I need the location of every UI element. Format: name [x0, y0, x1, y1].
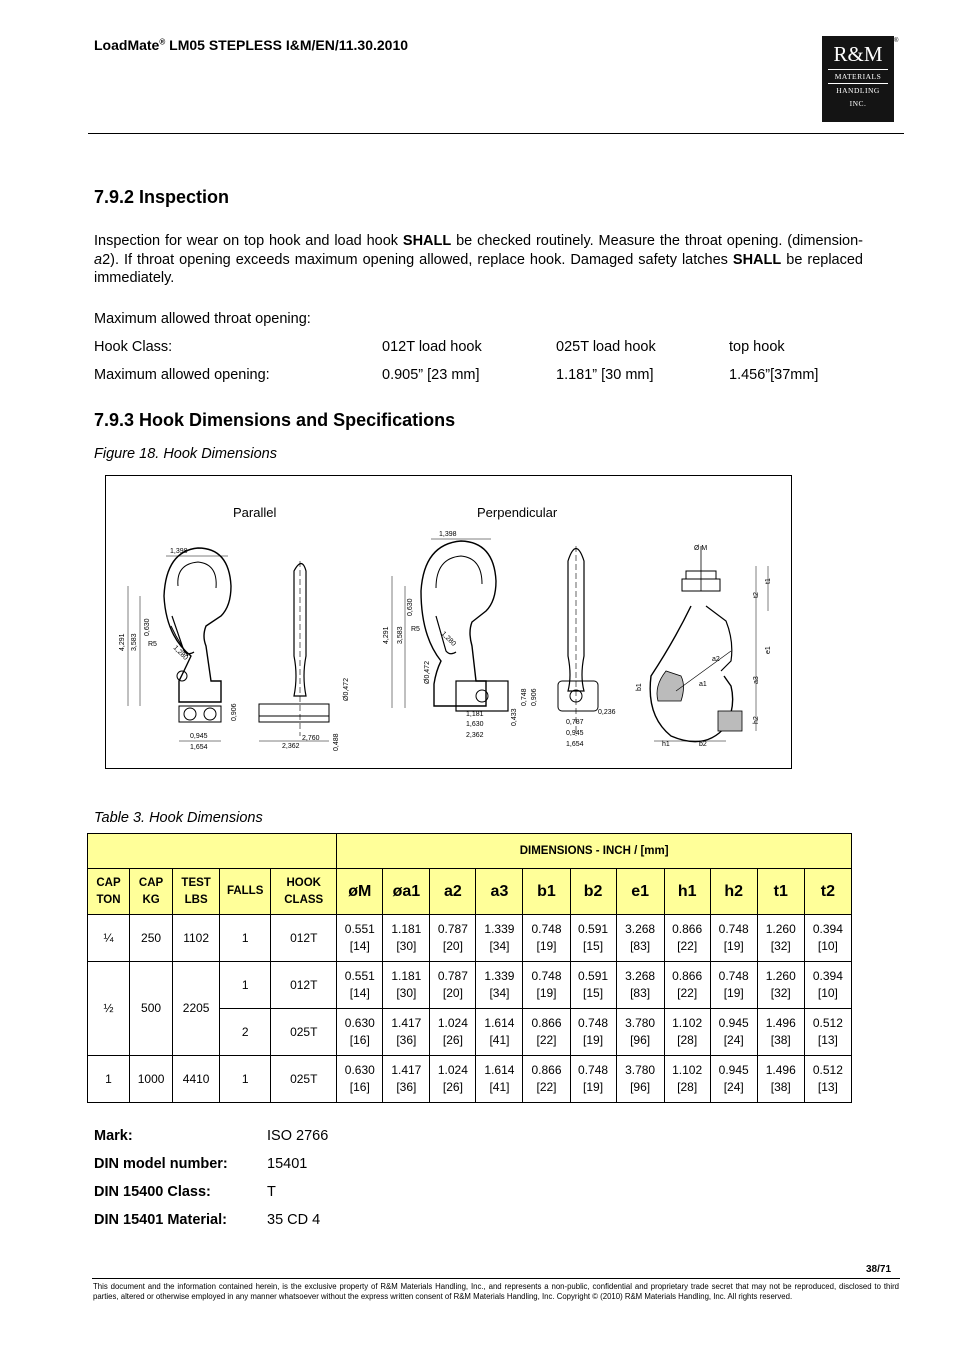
dim-label: 0,945: [190, 733, 208, 740]
hook-class-012t: 012T load hook: [382, 339, 482, 355]
dimension-inch: 0.748: [531, 922, 562, 936]
dimension-inch: 0.945: [718, 1063, 749, 1077]
dimension-mm: [38]: [770, 1080, 791, 1094]
cell-dimension-e1: [616, 962, 664, 1009]
col-header-hook-class: HOOK CLASS: [271, 869, 337, 915]
dimension-inch: 0.748: [531, 969, 562, 983]
col-header-e1: e1: [616, 869, 664, 915]
col-header-h1: h1: [664, 869, 710, 915]
dimension-mm: [41]: [489, 1033, 510, 1047]
col-header-cap-kg: CAP KG: [130, 869, 173, 915]
cell-dimension-om: [337, 915, 383, 962]
dimension-inch: 0.748: [718, 969, 749, 983]
dimension-mm: [14]: [349, 986, 370, 1000]
dim-label: R5: [148, 641, 157, 648]
dim-label: 0,906: [531, 688, 538, 706]
cell-falls: 1: [220, 1056, 271, 1103]
col-header-test-lbs: TEST LBS: [173, 869, 220, 915]
cell-dimension-h2: [710, 1056, 757, 1103]
para-emphasis: SHALL: [732, 251, 782, 268]
dimension-inch: 0.512: [812, 1016, 843, 1030]
max-opening-top: 1.456”[37mm]: [729, 367, 819, 383]
dimension-mm: [14]: [349, 939, 370, 953]
col-header-falls: FALLS: [220, 869, 271, 915]
dimension-mm: [19]: [536, 939, 557, 953]
dim-label: 0,787: [566, 719, 584, 726]
col-header-a3: a3: [476, 869, 523, 915]
cell-cap-ton: ¼: [88, 915, 130, 962]
spec-label-mark: Mark:: [94, 1128, 133, 1144]
table-body: [88, 915, 852, 1103]
perpendicular-hook-drawing: [383, 531, 616, 748]
dimension-mm: [20]: [442, 986, 463, 1000]
hook-class-025t: 025T load hook: [556, 339, 656, 355]
dim-label: 2,760: [302, 735, 320, 742]
header-divider: [88, 133, 904, 134]
dimension-mm: [83]: [630, 986, 651, 1000]
dimension-mm: [19]: [723, 939, 744, 953]
col-header-t1: t1: [757, 869, 804, 915]
cell-dimension-a2: [430, 1056, 476, 1103]
col-header-cap-ton: CAP TON: [88, 869, 130, 915]
dimension-inch: 1.339: [484, 969, 515, 983]
dimension-inch: 1.024: [437, 1016, 468, 1030]
page-number: 38/71: [866, 1264, 892, 1275]
para-text: Inspection for wear on top hook and load hook: [94, 233, 403, 249]
inspection-paragraph: [94, 232, 863, 288]
dimension-inch: 1.614: [484, 1063, 515, 1077]
cell-dimension-a2: [430, 1009, 476, 1056]
dimension-inch: 0.394: [812, 969, 843, 983]
table-row: [88, 1056, 852, 1103]
para-text: be replaced immediately.: [94, 251, 863, 286]
cell-test-lbs: 2205: [173, 962, 220, 1056]
dimensions-group-header: DIMENSIONS - INCH / [mm]: [337, 834, 852, 869]
company-logo: [822, 36, 894, 122]
dimension-mm: [96]: [630, 1033, 651, 1047]
cell-cap-kg: 1000: [130, 1056, 173, 1103]
dim-label: 0,236: [598, 709, 616, 716]
dimension-mm: [19]: [536, 986, 557, 1000]
dimension-inch: 1.181: [391, 922, 422, 936]
dim-label: a1: [699, 681, 707, 688]
spec-label-din-model: DIN model number:: [94, 1156, 228, 1172]
dim-label: 0,630: [407, 598, 414, 616]
dim-label: h1: [662, 741, 670, 748]
dimension-mm: [32]: [770, 939, 791, 953]
cell-dimension-h2: [710, 1009, 757, 1056]
cell-dimension-b2: [570, 1009, 616, 1056]
dimension-mm: [26]: [442, 1080, 463, 1094]
dimension-inch: 0.551: [344, 922, 375, 936]
dimension-mm: [10]: [817, 939, 838, 953]
dim-label: 3,583: [131, 633, 138, 651]
spec-label-din-material: DIN 15401 Material:: [94, 1212, 227, 1228]
para-text: be checked routinely. Measure the throat opening. (dimension-: [451, 233, 863, 249]
cell-dimension-a3: [476, 1009, 523, 1056]
dimension-mm: [38]: [770, 1033, 791, 1047]
cell-dimension-b1: [523, 1056, 570, 1103]
dimension-mm: [36]: [396, 1080, 417, 1094]
dimension-inch: 0.591: [578, 969, 609, 983]
registered-mark: ®: [159, 37, 166, 47]
dimension-inch: 1.417: [391, 1016, 422, 1030]
dimension-mm: [16]: [349, 1033, 370, 1047]
cell-hook-class: 025T: [271, 1009, 337, 1056]
dim-label: h2: [753, 716, 760, 724]
dimension-inch: 0.945: [718, 1016, 749, 1030]
dimension-mm: [96]: [630, 1080, 651, 1094]
dim-label: e1: [765, 646, 772, 654]
cell-dimension-h2: [710, 915, 757, 962]
cell-dimension-h1: [664, 962, 710, 1009]
cell-dimension-a3: [476, 915, 523, 962]
dimension-mm: [22]: [677, 986, 698, 1000]
spec-value-din-class: T: [267, 1184, 276, 1200]
cell-dimension-h2: [710, 962, 757, 1009]
dimension-inch: 1.102: [672, 1016, 703, 1030]
cell-dimension-a3: [476, 1056, 523, 1103]
hook-dimensions-heading: 7.9.3 Hook Dimensions and Specifications: [94, 410, 456, 430]
dimension-mm: [19]: [583, 1080, 604, 1094]
cell-hook-class: 025T: [271, 1056, 337, 1103]
cell-dimension-a3: [476, 962, 523, 1009]
dim-label: 2,362: [466, 732, 484, 739]
dimension-inch: 1.496: [765, 1016, 796, 1030]
confidentiality-notice: This document and the information contained herein, is the exclusive property of R&M Materials Handling, Inc., and represents a non-public, confidential and proprietary trade secret that may not be reproduced, disclosed to third parties, altered or otherwise employed in any manner whatsoever without the express written consent of R&M Materials Handling, Inc. Copyright © (2010) R&M Materials Handling, Inc. All rights reserved.: [93, 1282, 899, 1301]
dimension-inch: 0.551: [344, 969, 375, 983]
dim-label: 2,362: [282, 743, 300, 750]
dim-label: 0,433: [511, 708, 518, 726]
cell-cap-kg: 500: [130, 962, 173, 1056]
dimension-inch: 1.260: [765, 969, 796, 983]
dim-label: 0,748: [521, 688, 528, 706]
cell-hook-class: 012T: [271, 915, 337, 962]
dimension-mm: [13]: [817, 1033, 838, 1047]
title-brand: LoadMate: [94, 37, 160, 53]
dimension-mm: [41]: [489, 1080, 510, 1094]
cell-dimension-h1: [664, 1056, 710, 1103]
logo-registered-mark: ®: [894, 38, 899, 44]
cell-dimension-t1: [757, 1009, 804, 1056]
cell-dimension-oa1: [383, 1009, 430, 1056]
dimension-inch: 0.630: [344, 1016, 375, 1030]
dimension-mm: [16]: [349, 1080, 370, 1094]
dimension-inch: 1.417: [391, 1063, 422, 1077]
cell-falls: 2: [220, 1009, 271, 1056]
col-header-b2: b2: [570, 869, 616, 915]
dim-label: 3,583: [397, 626, 404, 644]
table-corner-cell: [88, 834, 337, 869]
dimension-inch: 0.866: [531, 1063, 562, 1077]
dimension-mm: [19]: [723, 986, 744, 1000]
cell-hook-class: 012T: [271, 962, 337, 1009]
dim-label: 4,291: [119, 633, 126, 651]
document-title: [94, 37, 408, 53]
dimension-inch: 0.394: [812, 922, 843, 936]
cell-dimension-t1: [757, 915, 804, 962]
cell-dimension-b1: [523, 962, 570, 1009]
dim-label: 1,280: [439, 630, 457, 648]
dimension-inch: 1.024: [437, 1063, 468, 1077]
cell-dimension-e1: [616, 915, 664, 962]
spec-value-din-material: 35 CD 4: [267, 1212, 321, 1228]
dimension-mm: [19]: [583, 1033, 604, 1047]
dimension-inch: 0.630: [344, 1063, 375, 1077]
dim-label: 0,630: [144, 618, 151, 636]
dim-label: 1,280: [171, 644, 189, 662]
dimension-inch: 3.780: [625, 1016, 656, 1030]
cell-falls: 1: [220, 962, 271, 1009]
dim-label: 1,654: [566, 741, 584, 748]
cell-dimension-t2: [804, 915, 851, 962]
cell-dimension-b2: [570, 1056, 616, 1103]
para-text: 2). If throat opening exceeds maximum opening allowed, replace hook. Damaged safety latches: [102, 251, 733, 268]
dimension-mm: [22]: [536, 1080, 557, 1094]
table-row: [88, 915, 852, 962]
figure-caption: Figure 18. Hook Dimensions: [94, 446, 277, 462]
dimension-inch: 1.339: [484, 922, 515, 936]
cell-dimension-h1: [664, 915, 710, 962]
cell-cap-ton: 1: [88, 1056, 130, 1103]
cell-dimension-b2: [570, 962, 616, 1009]
cell-dimension-e1: [616, 1056, 664, 1103]
dim-label: 4,291: [383, 626, 390, 644]
dim-label: t2: [753, 592, 760, 598]
max-opening-025t: 1.181” [30 mm]: [556, 367, 654, 383]
dimension-mm: [30]: [396, 939, 417, 953]
cell-cap-ton: ½: [88, 962, 130, 1056]
cell-dimension-b1: [523, 915, 570, 962]
hook-dimensions-figure: [105, 475, 792, 769]
dimension-mm: [22]: [536, 1033, 557, 1047]
cell-test-lbs: 1102: [173, 915, 220, 962]
dimension-mm: [36]: [396, 1033, 417, 1047]
dimension-inch: 3.268: [625, 922, 656, 936]
dimension-mm: [24]: [723, 1033, 744, 1047]
dimension-mm: [34]: [489, 986, 510, 1000]
dimension-inch: 0.866: [672, 922, 703, 936]
dim-label: a3: [753, 676, 760, 684]
dimension-inch: 1.260: [765, 922, 796, 936]
dimension-mm: [34]: [489, 939, 510, 953]
cell-dimension-oa1: [383, 1056, 430, 1103]
cell-cap-kg: 250: [130, 915, 173, 962]
dimension-mm: [15]: [583, 986, 604, 1000]
table-caption: Table 3. Hook Dimensions: [94, 810, 263, 826]
max-opening-012t: 0.905” [23 mm]: [382, 367, 480, 383]
dimension-inch: 1.181: [391, 969, 422, 983]
dim-label: t1: [765, 578, 772, 584]
max-opening-intro: Maximum allowed throat opening:: [94, 311, 311, 327]
dimension-inch: 0.787: [437, 922, 468, 936]
cell-dimension-a2: [430, 915, 476, 962]
label-parallel: Parallel: [233, 505, 277, 520]
dimension-inch: 0.748: [578, 1063, 609, 1077]
dim-label: 1,630: [466, 721, 484, 728]
inspection-heading: 7.9.2 Inspection: [94, 187, 230, 207]
para-italic: a: [94, 251, 103, 268]
footer-divider: [92, 1278, 900, 1279]
dim-label: R5: [411, 626, 420, 633]
logo-line-materials: MATERIALS: [828, 69, 888, 81]
dimension-mm: [28]: [677, 1033, 698, 1047]
para-emphasis: SHALL: [402, 233, 452, 249]
hook-dimensions-table: [87, 833, 852, 1103]
cell-dimension-b2: [570, 915, 616, 962]
table-header-row: [88, 869, 852, 915]
dimension-mm: [26]: [442, 1033, 463, 1047]
cell-dimension-h1: [664, 1009, 710, 1056]
spec-value-mark: ISO 2766: [267, 1128, 329, 1144]
dimension-inch: 0.591: [578, 922, 609, 936]
title-doc-code: LM05 STEPLESS I&M/EN/11.30.2010: [169, 37, 409, 53]
dim-label: a2: [712, 656, 720, 663]
dimension-mm: [22]: [677, 939, 698, 953]
cell-dimension-om: [337, 1009, 383, 1056]
cell-dimension-t1: [757, 962, 804, 1009]
cell-test-lbs: 4410: [173, 1056, 220, 1103]
spec-label-din-class: DIN 15400 Class:: [94, 1184, 211, 1200]
dimension-mm: [32]: [770, 986, 791, 1000]
dim-label: 0,906: [231, 703, 238, 721]
dim-label: 1,181: [466, 711, 484, 718]
dim-label: Ø M: [694, 545, 708, 552]
col-header-oa1: øa1: [383, 869, 430, 915]
dim-label: b1: [636, 683, 643, 691]
cell-dimension-e1: [616, 1009, 664, 1056]
dimension-mm: [30]: [396, 986, 417, 1000]
dimension-mm: [28]: [677, 1080, 698, 1094]
dimension-inch: 1.496: [765, 1063, 796, 1077]
hook-drawing: [106, 476, 791, 768]
hook-class-top: top hook: [729, 339, 785, 355]
col-header-t2: t2: [804, 869, 851, 915]
dimension-mm: [20]: [442, 939, 463, 953]
col-header-b1: b1: [523, 869, 570, 915]
spec-value-din-model: 15401: [267, 1156, 308, 1172]
logo-line-inc: INC.: [849, 99, 867, 108]
dimension-inch: 3.780: [625, 1063, 656, 1077]
dimension-inch: 3.268: [625, 969, 656, 983]
dim-label: Ø0,472: [424, 661, 431, 684]
col-header-h2: h2: [710, 869, 757, 915]
dimension-mm: [10]: [817, 986, 838, 1000]
cell-falls: 1: [220, 915, 271, 962]
cell-dimension-a2: [430, 962, 476, 1009]
dimension-inch: 0.512: [812, 1063, 843, 1077]
dimension-inch: 0.787: [437, 969, 468, 983]
dimension-mm: [15]: [583, 939, 604, 953]
dim-label: b2: [699, 741, 707, 748]
dimension-inch: 0.866: [672, 969, 703, 983]
cell-dimension-t2: [804, 1009, 851, 1056]
dimension-mm: [13]: [817, 1080, 838, 1094]
cell-dimension-om: [337, 962, 383, 1009]
dim-label: 1,654: [190, 744, 208, 751]
dimension-inch: 1.102: [672, 1063, 703, 1077]
cell-dimension-oa1: [383, 962, 430, 1009]
cell-dimension-oa1: [383, 915, 430, 962]
cell-dimension-t1: [757, 1056, 804, 1103]
dimension-mm: [24]: [723, 1080, 744, 1094]
dimension-mm: [83]: [630, 939, 651, 953]
parallel-hook-drawing: [119, 548, 350, 751]
cell-dimension-om: [337, 1056, 383, 1103]
dim-label: Ø0,472: [343, 678, 350, 701]
logo-line-handling: HANDLING: [828, 83, 888, 95]
dimension-inch: 1.614: [484, 1016, 515, 1030]
table-row: [88, 962, 852, 1009]
top-hook-drawing: [636, 545, 772, 748]
cell-dimension-t2: [804, 962, 851, 1009]
col-header-a2: a2: [430, 869, 476, 915]
hook-class-label: Hook Class:: [94, 339, 173, 355]
cell-dimension-b1: [523, 1009, 570, 1056]
col-header-om: øM: [337, 869, 383, 915]
dim-label: 0,945: [566, 730, 584, 737]
max-opening-label: Maximum allowed opening:: [94, 367, 270, 383]
label-perpendicular: Perpendicular: [477, 505, 558, 520]
cell-dimension-t2: [804, 1056, 851, 1103]
dim-label: 1,398: [439, 531, 457, 538]
dimension-inch: 0.748: [718, 922, 749, 936]
dim-label: 0,488: [333, 733, 340, 751]
dimension-inch: 0.748: [578, 1016, 609, 1030]
dimension-inch: 0.866: [531, 1016, 562, 1030]
dim-label: 1,398: [170, 548, 188, 555]
logo-mark: R&M: [833, 42, 883, 66]
